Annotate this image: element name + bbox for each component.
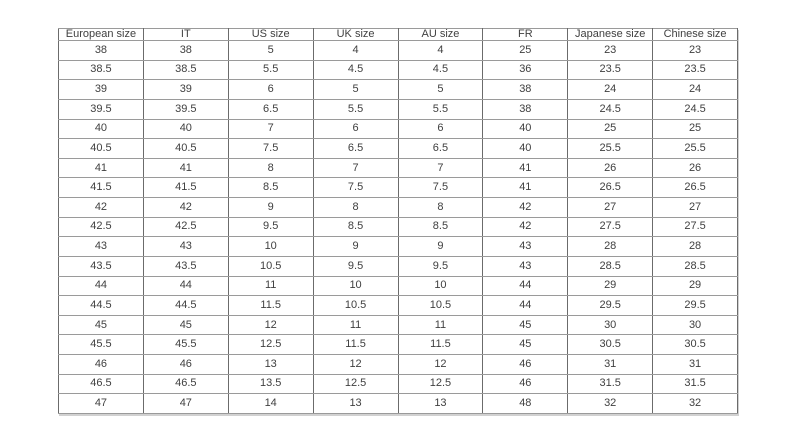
table-cell: 8 [313, 198, 398, 218]
table-cell: 6 [398, 119, 483, 139]
table-cell: 12 [228, 315, 313, 335]
table-cell: 42 [483, 198, 568, 218]
header-cell: Japanese size [568, 29, 653, 41]
table-cell: 7.5 [228, 139, 313, 159]
table-cell: 31 [568, 355, 653, 375]
table-cell: 46 [483, 374, 568, 394]
table-cell: 11.5 [398, 335, 483, 355]
table-row [59, 41, 738, 61]
table-cell: 6.5 [313, 139, 398, 159]
table-cell: 9 [313, 237, 398, 257]
table-row [59, 355, 738, 375]
table-cell: 46 [483, 355, 568, 375]
table-cell: 25.5 [568, 139, 653, 159]
table-cell: 38 [59, 41, 144, 61]
table-cell: 42 [59, 198, 144, 218]
table-cell: 12 [313, 355, 398, 375]
table-cell: 27 [568, 198, 653, 218]
table-cell: 13 [228, 355, 313, 375]
table-cell: 40 [483, 119, 568, 139]
table-cell: 25 [483, 41, 568, 61]
table-cell: 29 [568, 276, 653, 296]
table-cell: 9.5 [228, 217, 313, 237]
table-cell: 26 [568, 158, 653, 178]
table-cell: 24.5 [568, 99, 653, 119]
table-cell: 38 [483, 99, 568, 119]
table-cell: 45.5 [59, 335, 144, 355]
table-cell: 7 [228, 119, 313, 139]
table-cell: 10.5 [228, 256, 313, 276]
table-cell: 39 [59, 80, 144, 100]
table-cell: 45.5 [143, 335, 228, 355]
table-cell: 30 [568, 315, 653, 335]
table-cell: 38.5 [143, 60, 228, 80]
table-cell: 10 [398, 276, 483, 296]
table-cell: 14 [228, 394, 313, 414]
header-cell: US size [228, 29, 313, 41]
table-cell: 6 [313, 119, 398, 139]
table-row [59, 394, 738, 414]
table-row [59, 60, 738, 80]
table-cell: 36 [483, 60, 568, 80]
table-cell: 42.5 [59, 217, 144, 237]
table-cell: 48 [483, 394, 568, 414]
table-cell: 30 [653, 315, 738, 335]
table-cell: 32 [568, 394, 653, 414]
table-cell: 40 [59, 119, 144, 139]
table-cell: 43 [59, 237, 144, 257]
table-cell: 29 [653, 276, 738, 296]
table-cell: 23 [653, 41, 738, 61]
table-cell: 4.5 [313, 60, 398, 80]
header-cell: FR [483, 29, 568, 41]
header-cell: Chinese size [653, 29, 738, 41]
table-row [59, 217, 738, 237]
table-cell: 24 [568, 80, 653, 100]
table-cell: 4.5 [398, 60, 483, 80]
table-cell: 43.5 [143, 256, 228, 276]
table-cell: 26.5 [568, 178, 653, 198]
table-cell: 30.5 [568, 335, 653, 355]
table-cell: 28.5 [653, 256, 738, 276]
table-cell: 8 [398, 198, 483, 218]
table-row [59, 80, 738, 100]
table-cell: 46 [143, 355, 228, 375]
table-cell: 25 [653, 119, 738, 139]
table-cell: 13 [313, 394, 398, 414]
table-cell: 45 [59, 315, 144, 335]
table-cell: 24 [653, 80, 738, 100]
table-cell: 9 [398, 237, 483, 257]
table-cell: 25 [568, 119, 653, 139]
table-cell: 7 [313, 158, 398, 178]
table-cell: 41.5 [143, 178, 228, 198]
table-cell: 11 [398, 315, 483, 335]
table-cell: 24.5 [653, 99, 738, 119]
table-cell: 23.5 [568, 60, 653, 80]
table-cell: 12.5 [313, 374, 398, 394]
table-header [59, 29, 738, 41]
table-cell: 43.5 [59, 256, 144, 276]
table-cell: 31.5 [653, 374, 738, 394]
table-cell: 11.5 [313, 335, 398, 355]
table-cell: 9.5 [398, 256, 483, 276]
table-cell: 45 [483, 335, 568, 355]
header-cell: AU size [398, 29, 483, 41]
table-cell: 6 [228, 80, 313, 100]
table-cell: 26.5 [653, 178, 738, 198]
table-cell: 44 [483, 296, 568, 316]
table-cell: 45 [143, 315, 228, 335]
table-cell: 27 [653, 198, 738, 218]
table-cell: 10 [313, 276, 398, 296]
table-row [59, 276, 738, 296]
table-cell: 39.5 [143, 99, 228, 119]
table-cell: 28 [653, 237, 738, 257]
table-cell: 44.5 [59, 296, 144, 316]
table-cell: 42.5 [143, 217, 228, 237]
table-row [59, 99, 738, 119]
table-cell: 27.5 [653, 217, 738, 237]
table-body [59, 41, 738, 414]
table-cell: 39.5 [59, 99, 144, 119]
table-cell: 31.5 [568, 374, 653, 394]
table-row [59, 296, 738, 316]
header-cell: UK size [313, 29, 398, 41]
table-cell: 32 [653, 394, 738, 414]
table-row [59, 119, 738, 139]
table-cell: 29.5 [568, 296, 653, 316]
header-cell: European size [59, 29, 144, 41]
table-cell: 12.5 [228, 335, 313, 355]
table-cell: 8.5 [313, 217, 398, 237]
table-row [59, 335, 738, 355]
table-cell: 28 [568, 237, 653, 257]
table-cell: 5 [398, 80, 483, 100]
table-cell: 44 [59, 276, 144, 296]
table-row [59, 198, 738, 218]
table-cell: 5 [313, 80, 398, 100]
table-cell: 31 [653, 355, 738, 375]
table-cell: 39 [143, 80, 228, 100]
table-cell: 7 [398, 158, 483, 178]
table-cell: 38 [483, 80, 568, 100]
table-cell: 44.5 [143, 296, 228, 316]
table-cell: 47 [59, 394, 144, 414]
table-cell: 44 [143, 276, 228, 296]
table-cell: 6.5 [228, 99, 313, 119]
table-cell: 11.5 [228, 296, 313, 316]
table-cell: 5.5 [228, 60, 313, 80]
table-row [59, 178, 738, 198]
table-cell: 4 [313, 41, 398, 61]
table-cell: 11 [313, 315, 398, 335]
table-cell: 42 [483, 217, 568, 237]
table-cell: 46.5 [59, 374, 144, 394]
table-row [59, 374, 738, 394]
table-cell: 13.5 [228, 374, 313, 394]
table-cell: 44 [483, 276, 568, 296]
table-cell: 40.5 [59, 139, 144, 159]
table-row [59, 315, 738, 335]
table-cell: 38.5 [59, 60, 144, 80]
table-cell: 23 [568, 41, 653, 61]
table-cell: 46 [59, 355, 144, 375]
table-cell: 5.5 [398, 99, 483, 119]
table-cell: 13 [398, 394, 483, 414]
table-cell: 42 [143, 198, 228, 218]
table-cell: 41.5 [59, 178, 144, 198]
table-cell: 40.5 [143, 139, 228, 159]
table-cell: 41 [59, 158, 144, 178]
table-cell: 12.5 [398, 374, 483, 394]
table-cell: 5 [228, 41, 313, 61]
header-row [59, 29, 738, 41]
table-row [59, 237, 738, 257]
table-cell: 28.5 [568, 256, 653, 276]
table-row [59, 139, 738, 159]
table-cell: 10.5 [398, 296, 483, 316]
header-cell: IT [143, 29, 228, 41]
table-cell: 46.5 [143, 374, 228, 394]
table-cell: 26 [653, 158, 738, 178]
table-cell: 12 [398, 355, 483, 375]
table-cell: 7.5 [398, 178, 483, 198]
table-row [59, 158, 738, 178]
table-cell: 23.5 [653, 60, 738, 80]
table-cell: 29.5 [653, 296, 738, 316]
table-cell: 7.5 [313, 178, 398, 198]
table-cell: 9 [228, 198, 313, 218]
table-cell: 8.5 [228, 178, 313, 198]
table-cell: 41 [483, 178, 568, 198]
table-cell: 41 [143, 158, 228, 178]
table-cell: 25.5 [653, 139, 738, 159]
table-cell: 30.5 [653, 335, 738, 355]
table-cell: 5.5 [313, 99, 398, 119]
table-row [59, 256, 738, 276]
table-cell: 41 [483, 158, 568, 178]
table-cell: 40 [483, 139, 568, 159]
table-cell: 10.5 [313, 296, 398, 316]
shoe-size-conversion-table [58, 28, 738, 414]
table-cell: 10 [228, 237, 313, 257]
table-cell: 4 [398, 41, 483, 61]
table-cell: 40 [143, 119, 228, 139]
table-cell: 6.5 [398, 139, 483, 159]
table-cell: 9.5 [313, 256, 398, 276]
table-cell: 38 [143, 41, 228, 61]
table-cell: 8.5 [398, 217, 483, 237]
table-cell: 43 [483, 237, 568, 257]
table-cell: 45 [483, 315, 568, 335]
table-cell: 8 [228, 158, 313, 178]
table-cell: 27.5 [568, 217, 653, 237]
table-cell: 43 [143, 237, 228, 257]
table-cell: 47 [143, 394, 228, 414]
table-cell: 11 [228, 276, 313, 296]
table-cell: 43 [483, 256, 568, 276]
